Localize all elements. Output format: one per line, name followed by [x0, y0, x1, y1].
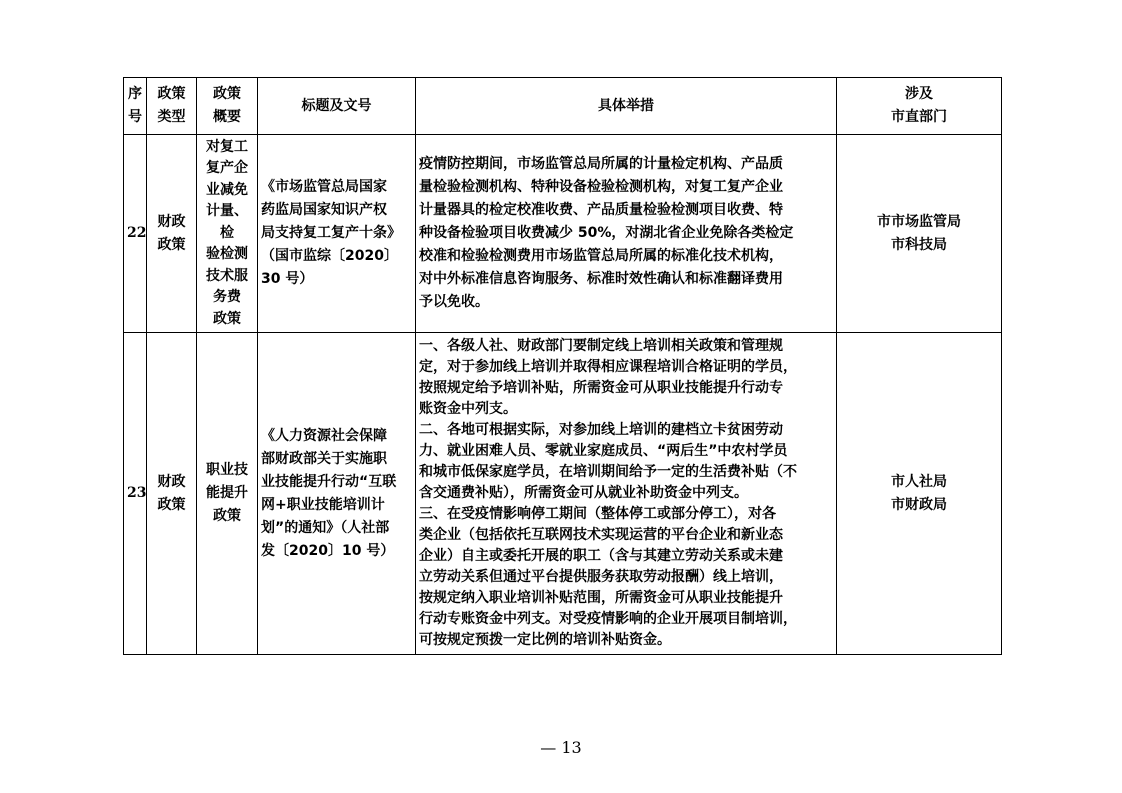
row-policy-type: 财政 政策 [147, 135, 197, 333]
header-departments: 涉及 市直部门 [837, 78, 1002, 135]
page-number: — 13 [540, 738, 582, 757]
row-departments: 市市场监管局 市科技局 [837, 135, 1002, 333]
header-measures: 具体举措 [416, 78, 837, 135]
row-title-doc: 《市场监管总局国家 药监局国家知识产权 局支持复工复产十条》 （国市监综〔2020〕 30 号） [258, 135, 416, 333]
header-row [124, 78, 1002, 135]
table-row [124, 333, 1002, 655]
policy-table [123, 77, 1002, 655]
row-measures: 疫情防控期间，市场监管总局所属的计量检定机构、产品质 量检验检测机构、特种设备检验检测机构，对复工复产企业 计量器具的检定校准收费、产品质量检验检测项目收费、特 种设备检验项目收费减少 50%，对湖北省企业免除各类检定 校准和检验检测费用市场监管总局所属的标准化技术机构， 对中外标准信息咨询服务、标准时效性确认和标准翻译费用 予以免收。 [416, 135, 837, 333]
header-summary: 政策 概要 [197, 78, 258, 135]
header-type: 政策 类型 [147, 78, 197, 135]
row-seq: 23 [124, 333, 147, 655]
row-policy-type: 财政 政策 [147, 333, 197, 655]
row-departments: 市人社局 市财政局 [837, 333, 1002, 655]
row-measures: 一、各级人社、财政部门要制定线上培训相关政策和管理规 定，对于参加线上培训并取得相应课程培训合格证明的学员， 按照规定给予培训补贴，所需资金可从职业技能提升行动专 账资金中列支。 二、各地可根据实际，对参加线上培训的建档立卡贫困劳动 力、就业困难人员、零就业家庭成员、“两后生”中农村学员 和城市低保家庭学员，在培训期间给予一定的生活费补贴（不 含交通费补贴），所需资金可从就业补助资金中列支。 三、在受疫情影响停工期间（整体停工或部分停工），对各 类企业（包括依托互联网技术实现运营的平台企业和新业态 企业）自主或委托开展的职工（含与其建立劳动关系或未建 立劳动关系但通过平台提供服务获取劳动报酬）线上培训， 按规定纳入职业培训补贴范围，所需资金可从职业技能提升 行动专账资金中列支。对受疫情影响的企业开展项目制培训， 可按规定预拨一定比例的培训补贴资金。 [416, 333, 837, 655]
row-seq: 22 [124, 135, 147, 333]
table-row [124, 135, 1002, 333]
row-policy-summary: 对复工 复产企 业减免 计量、检 验检测 技术服 务费 政策 [197, 135, 258, 333]
row-title-doc: 《人力资源社会保障 部财政部关于实施职 业技能提升行动“互联 网+职业技能培训计 划”的通知》（人社部 发〔2020〕10 号） [258, 333, 416, 655]
header-seq: 序 号 [124, 78, 147, 135]
row-policy-summary: 职业技 能提升 政策 [197, 333, 258, 655]
header-title: 标题及文号 [258, 78, 416, 135]
